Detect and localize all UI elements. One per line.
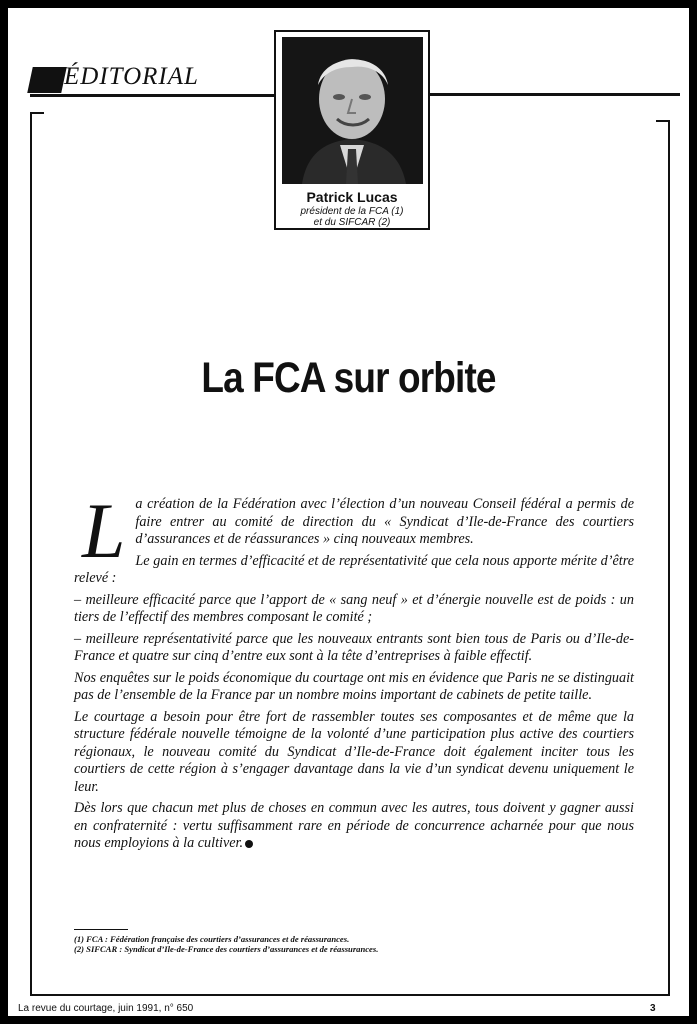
footnote: (2) SIFCAR : Syndicat d’Ile-de-France des courtiers d’assurances et de réassurances. (74, 944, 379, 954)
article-paragraph: Le gain en termes d’efficacité et de représentativité que cela nous apporte mérite d’être relevé : (74, 552, 634, 586)
author-role-line: président de la FCA (1) (300, 206, 404, 217)
page (8, 8, 689, 1016)
article-paragraph: – meilleure représentativité parce que les nouveaux entrants sont bien tous de Paris ou d’Ile-de-France et quatre sur cinq d’entre eux sont à la tête d’entreprises à faible effectif. (74, 630, 634, 664)
author-name: Patrick Lucas (306, 189, 398, 205)
article-paragraph: Dès lors que chacun met plus de choses en commun avec les autres, tous doivent y gagner aussi en confraternité : vertu suffisamment rare en période de concurrence acharnée pour que nous nous employions à la cultiver. (74, 800, 634, 851)
drop-cap: L (82, 487, 126, 574)
author-box (274, 30, 430, 230)
section-marker (27, 67, 67, 93)
author-role (276, 206, 428, 228)
article-paragraph: La création de la Fédération avec l’élection d’un nouveau Conseil fédéral a permis de faire entrer au comité de direction du « Syndicat d’Ile-de-France des courtiers d’assurances et de réassurances » cinq nouveaux membres. (82, 487, 634, 574)
frame-bottom-line (30, 994, 670, 996)
article-paragraph: Le courtage a besoin pour être fort de rassembler toutes ses composantes et de même que la structure fédérale nouvelle témoigne de la volonté d’une participation plus active des courtiers régionaux, le nouveau comité du Syndicat d’Ile-de-France doit également inciter tous les courtiers de cette région à s’engager davantage dans la vie d’un syndicat devenu uniquement le leur. (74, 708, 634, 795)
footnotes (74, 934, 634, 954)
end-mark-icon (245, 840, 253, 848)
frame-right-line (668, 120, 670, 996)
author-photo (282, 37, 423, 184)
article-paragraph: – meilleure efficacité parce que l’apport de « sang neuf » et d’énergie nouvelle est de poids : un tiers de l’effectif des membres composant le comité ; (74, 591, 634, 625)
frame-right-tick (656, 120, 670, 122)
publication-info: La revue du courtage, juin 1991, n° 650 (18, 1003, 194, 1014)
header-rule-right (430, 93, 680, 96)
headline: La FCA sur orbite (201, 354, 496, 402)
footnote: (1) FCA : Fédération française des courtiers d’assurances et de réassurances. (74, 934, 350, 944)
frame-left-line (30, 112, 32, 996)
page-number: 3 (650, 1003, 656, 1014)
author-role-line: et du SIFCAR (2) (313, 217, 391, 228)
footnote-rule (74, 929, 128, 930)
article-body (74, 487, 634, 857)
section-title: ÉDITORIAL (64, 63, 199, 90)
header-rule-left (30, 94, 274, 97)
article-paragraph: Nos enquêtes sur le poids économique du courtage ont mis en évidence que Paris ne se distinguait pas de l’ensemble de la France par un nombre moins important de cabinets de petite taille. (74, 669, 634, 703)
frame-left-tick (30, 112, 44, 114)
